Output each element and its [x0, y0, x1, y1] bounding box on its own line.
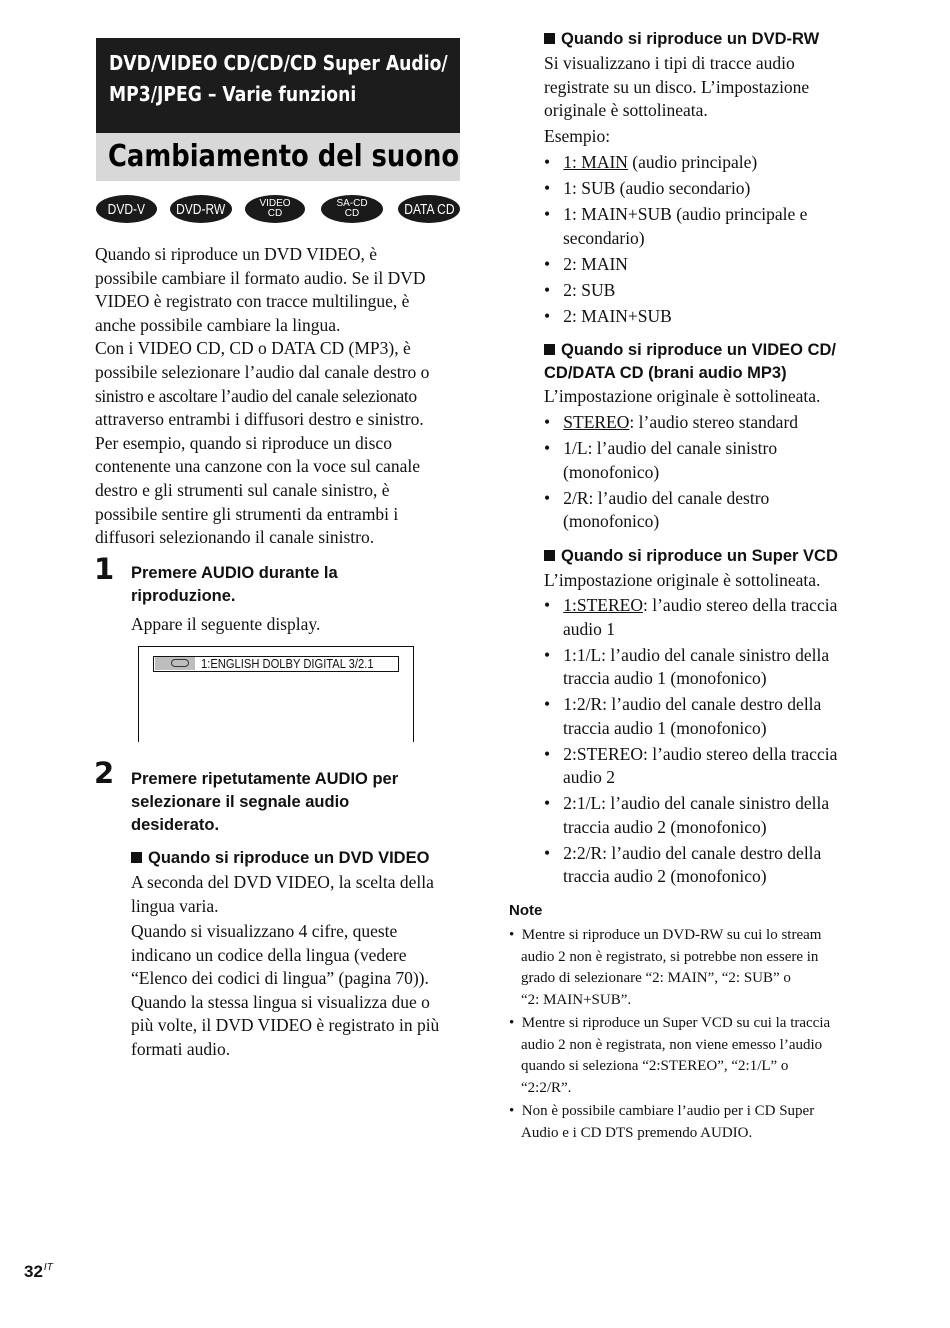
- list-item: • 1:STEREO: l’audio stereo della traccia: [544, 595, 838, 615]
- list-item: • 2: MAIN: [544, 253, 628, 274]
- intro-line: possibile cambiare il formato audio. Se il DVD: [95, 267, 426, 288]
- list-item: • 2:1/L: l’audio del canale sinistro della: [544, 793, 830, 814]
- dvd-rw-options-list: [544, 151, 807, 328]
- intro-line: destro e gli strumenti sul canale sinistro, è: [95, 479, 390, 500]
- sa-cd-badge: SA-CD CD: [321, 195, 383, 223]
- dvd-rw-text: Si visualizzano i tipi di tracce audio registrate su un disco. L’impostazione originale è sottolineata.: [544, 53, 810, 121]
- list-item: • 2:2/R: l’audio del canale destro della: [544, 842, 822, 863]
- list-item-cont: traccia audio 1 (monofonico): [563, 668, 767, 689]
- step-2-title: Premere ripetutamente AUDIO per selezionare il segnale audio desiderato.: [131, 770, 399, 834]
- video-cd-options-list: [544, 411, 798, 534]
- intro-line: anche possibile cambiare la lingua.: [95, 314, 341, 335]
- list-item: • 1:1/L: l’audio del canale sinistro della: [544, 644, 830, 665]
- list-item: • 2: MAIN+SUB: [544, 305, 672, 326]
- video-cd-heading: Quando si riproduce un VIDEO CD/ CD/DATA CD (brani audio MP3): [544, 341, 837, 382]
- notes-heading: Note: [509, 902, 543, 919]
- super-vcd-heading: Quando si riproduce un Super VCD: [544, 545, 838, 568]
- notes-list: [509, 925, 830, 1144]
- list-item: • STEREO: l’audio stereo standard: [544, 412, 799, 432]
- page-number: $32^{IT}$: [24, 1262, 53, 1281]
- intro-line: Per esempio, quando si riproduce un disco: [95, 432, 392, 453]
- category-line-2: MP3/JPEG – Varie funzioni: [109, 82, 357, 106]
- list-item: • 1/L: l’audio del canale sinistro: [544, 437, 778, 458]
- intro-line: Quando si riproduce un DVD VIDEO, è: [95, 244, 378, 264]
- square-bullet-icon: [544, 344, 555, 355]
- step-1-text: Appare il seguente display.: [131, 614, 321, 634]
- list-item-cont: secondario): [563, 227, 645, 248]
- example-label: Esempio:: [544, 126, 611, 146]
- list-item: • 1: MAIN (audio principale): [544, 152, 758, 172]
- square-bullet-icon: [131, 852, 142, 863]
- intro-line: VIDEO è registrato con tracce multilingue, è: [95, 291, 410, 312]
- dvd-video-text: A seconda del DVD VIDEO, la scelta della lingua varia.: [131, 872, 434, 916]
- intro-line: attraverso entrambi i diffusori destro e sinistro.: [95, 409, 424, 430]
- list-item: • 2: SUB: [544, 279, 616, 300]
- note-item: • Non è possibile cambiare l’audio per i CD Super Audio e i CD DTS premendo AUDIO.: [509, 1103, 815, 1141]
- list-item: • 2:STEREO: l’audio stereo della traccia: [544, 743, 838, 764]
- video-cd-badge: VIDEO CD: [245, 195, 305, 223]
- list-item: • 1:2/R: l’audio del canale destro della: [544, 694, 822, 715]
- page-title: Cambiamento del suono: [96, 133, 460, 181]
- intro-line: possibile sentire gli strumenti da entrambi i: [95, 503, 399, 524]
- list-item-cont: (monofonico): [563, 511, 660, 532]
- intro-line: possibile selezionare l’audio dal canale destro o: [95, 361, 430, 382]
- dvd-rw-badge: DVD-RW: [170, 195, 232, 223]
- list-item: • 1: MAIN+SUB (audio principale e: [544, 203, 808, 224]
- intro-line: diffusori selezionando il canale sinistro.: [95, 527, 375, 548]
- list-item-cont: audio 1: [563, 618, 616, 639]
- display-text: 1:ENGLISH DOLBY DIGITAL 3/2.1: [201, 656, 374, 671]
- step-1-number: 1: [94, 552, 115, 586]
- intro-line: sinistro e ascoltare l’audio del canale selezionato: [95, 385, 417, 406]
- dvd-rw-heading: Quando si riproduce un DVD-RW: [544, 28, 819, 51]
- list-item-cont: traccia audio 1 (monofonico): [563, 717, 767, 738]
- intro-line: contenente una canzone con la voce sul canale: [95, 456, 421, 477]
- intro-line: Con i VIDEO CD, CD o DATA CD (MP3), è: [95, 338, 411, 359]
- step-1-title: Premere AUDIO durante la riproduzione.: [131, 564, 338, 605]
- dvd-video-text-2: Quando si visualizzano 4 cifre, queste indicano un codice della lingua (vedere “Elenco dei codici di lingua” (pagina 70)). Quando la stessa lingua si visualizza due o più volte, il DVD VIDEO è registrato in più formati audio.: [131, 921, 440, 1059]
- step-2-number: 2: [94, 756, 115, 790]
- note-item: • Mentre si riproduce un Super VCD su cui la traccia audio 2 non è registrata, non viene emesso l’audio quando si seleziona “2:STEREO”, “2:1/L” o “2:2/R”.: [509, 1015, 831, 1096]
- list-item: • 1: SUB (audio secondario): [544, 177, 751, 198]
- video-cd-text: L’impostazione originale è sottolineata.: [544, 386, 821, 406]
- category-line-1: DVD/VIDEO CD/CD/CD Super Audio/: [109, 51, 448, 75]
- super-vcd-options-list: [544, 594, 837, 889]
- data-cd-badge: DATA CD: [398, 195, 460, 223]
- intro-paragraph: [95, 243, 429, 550]
- list-item-cont: audio 2: [563, 767, 616, 788]
- list-item-cont: (monofonico): [563, 461, 660, 482]
- section-category-header: [96, 38, 460, 133]
- list-item-cont: traccia audio 2 (monofonico): [563, 816, 767, 837]
- list-item: • 2/R: l’audio del canale destro: [544, 487, 770, 508]
- list-item-cont: traccia audio 2 (monofonico): [563, 866, 767, 887]
- note-item: • Mentre si riproduce un DVD-RW su cui lo stream audio 2 non è registrato, si potrebbe non essere in grado di selezionare “2: MAIN”, “2: SUB” o “2: MAIN+SUB”.: [509, 927, 822, 1008]
- square-bullet-icon: [544, 33, 555, 44]
- dvd-video-subheading: Quando si riproduce un DVD VIDEO: [131, 847, 429, 870]
- audio-icon-shape: [171, 659, 189, 667]
- super-vcd-text: L’impostazione originale è sottolineata.: [544, 570, 821, 590]
- square-bullet-icon: [544, 550, 555, 561]
- dvd-v-badge: DVD-V: [96, 195, 157, 223]
